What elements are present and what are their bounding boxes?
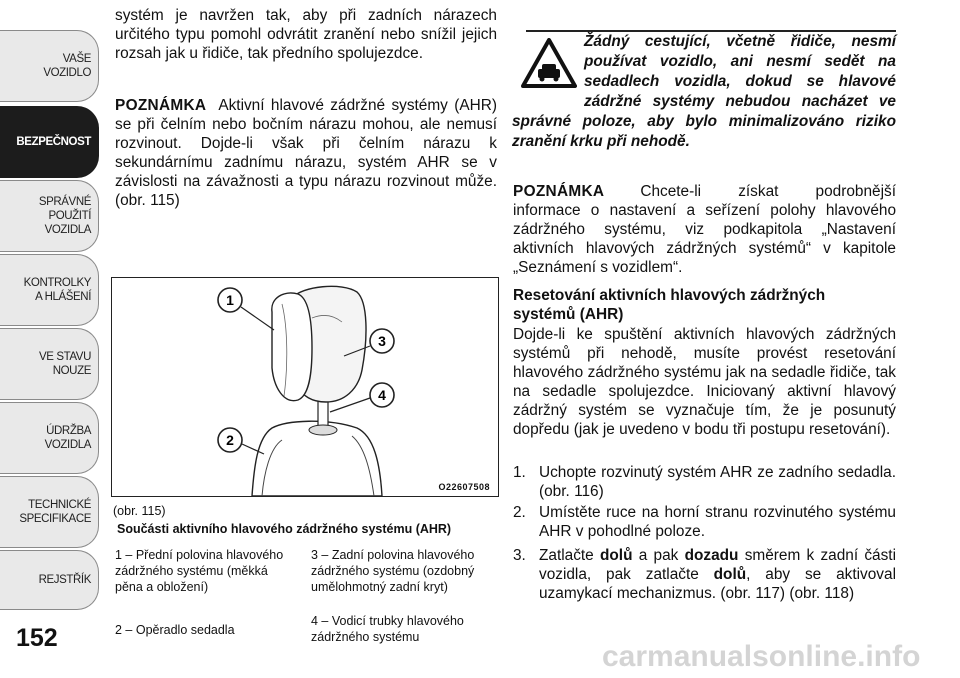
tab-ve-stavu-nouze[interactable]: VE STAVU NOUZE bbox=[0, 328, 99, 400]
svg-text:4: 4 bbox=[378, 387, 386, 403]
tab-technicke-specifikace[interactable]: TECHNICKÉ SPECIFIKACE bbox=[0, 476, 99, 548]
tab-rejstrik[interactable]: REJSTŘÍK bbox=[0, 550, 99, 610]
warning-text: Žádný cestující, včetně řidiče, nesmí používat vozidlo, ani nesmí sedět na sedadlech vozidla, dokud se hlavové zádržné systémy nebudou nacházet ve správné poloze, aby bylo minimalizováno riziko zranění krku při nehodě. bbox=[512, 33, 896, 150]
note-paragraph-left bbox=[115, 96, 497, 210]
tab-kontrolky[interactable]: KONTROLKY A HLÁŠENÍ bbox=[0, 254, 99, 326]
svg-text:3: 3 bbox=[378, 333, 386, 349]
step-1: 1. Uchopte rozvinutý systém AHR ze zadního sedadla. (obr. 116) bbox=[513, 464, 896, 500]
note-label: POZNÁMKA bbox=[115, 97, 207, 114]
note-text: Aktivní hlavové zádržné systémy (AHR) se při čelním nebo bočním nárazu mohou, ale nemusí rozvinout. Dojde-li však při čelním nárazu k sekundárnímu zadnímu nárazu, systém AHR se v závislosti na závažnosti a typu nárazu rozvinout může. (obr. 115) bbox=[115, 97, 497, 209]
note-paragraph-right bbox=[513, 182, 896, 277]
callout-1 bbox=[218, 288, 274, 330]
figure-title: Součásti aktivního hlavového zádržného systému (AHR) bbox=[117, 522, 452, 536]
svg-text:1: 1 bbox=[226, 292, 234, 308]
headrest-illustration bbox=[112, 278, 498, 496]
watermark: carmanualsonline.info bbox=[602, 640, 921, 673]
section-heading: Resetování aktivních hlavových zádržných systémů (AHR) bbox=[513, 287, 826, 323]
legend-item-1: 1 – Přední polovina hlavového zádržného systému (měkká pěna a obložení) bbox=[115, 548, 284, 594]
tab-udrzba[interactable]: ÚDRŽBA VOZIDLA bbox=[0, 402, 99, 474]
note-label-right: POZNÁMKA bbox=[513, 183, 605, 200]
legend-item-3: 3 – Zadní polovina hlavového zádržného systému (ozdobný umělohmotný zadní kryt) bbox=[311, 548, 475, 594]
tab-bezpecnost[interactable]: BEZPEČNOST bbox=[0, 106, 99, 178]
figure-ahr bbox=[111, 277, 499, 497]
reset-paragraph: Dojde-li ke spuštění aktivních hlavových zádržných systémů při nehodě, musíte provést resetování hlavového zádržného systému jak na sedadle řidiče, tak na sedadle spolujezdce. Iniciovaný aktivní hlavový zádržný systém se vyznačuje tím, že je posunutý dopředu (jak je uvedeno v bodu tři postupu resetování). bbox=[513, 326, 896, 438]
figure-ref: (obr. 115) bbox=[113, 504, 166, 518]
note-text-right: Chcete-li získat podrobnější informace o nastavení a seřízení polohy hlavového zádržného systému, viz podkapitola „Nastavení aktivních hlavových zádržných systémů“ v kapitole „Seznámení s vozidlem“. bbox=[513, 183, 896, 276]
step-3: 3. Zatlačte dolů a pak dozadu směrem k zadní části vozidla, pak zatlačte dolů, aby se aktivoval uzamykací mechanizmus. (obr. 117) (obr. 118) bbox=[513, 547, 897, 602]
figure-code: O22607508 bbox=[438, 482, 490, 492]
legend-item-2: 2 – Opěradlo sedadla bbox=[115, 623, 235, 637]
tab-vase-vozidlo[interactable]: VAŠE VOZIDLO bbox=[0, 30, 99, 102]
callout-2 bbox=[218, 428, 264, 454]
step-2: 2. Umístěte ruce na horní stranu rozvinutého systému AHR v pohodlné poloze. bbox=[513, 504, 896, 540]
svg-text:2: 2 bbox=[226, 432, 234, 448]
tab-spravne-pouziti[interactable]: SPRÁVNÉ POUŽITÍ VOZIDLA bbox=[0, 180, 99, 252]
legend-item-4: 4 – Vodicí trubky hlavového zádržného systému bbox=[311, 614, 464, 644]
page-number: 152 bbox=[16, 624, 58, 652]
intro-paragraph: systém je navržen tak, aby při zadních nárazech určitého typu pomohl odvrátit zranění nebo snížil jejich rozsah jak u řidiče, tak předního spolujezdce. bbox=[115, 7, 497, 62]
